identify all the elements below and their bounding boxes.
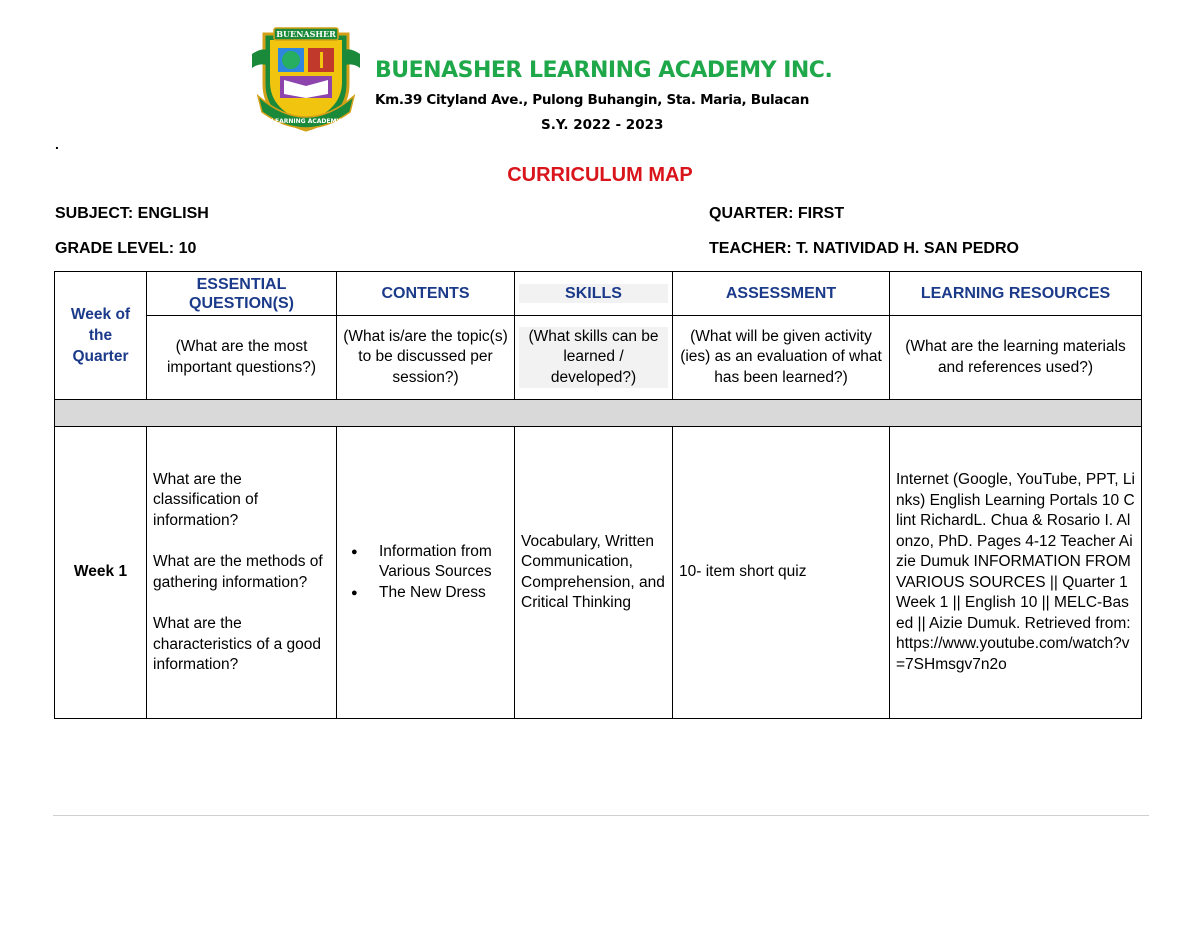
subject-label: SUBJECT: ENGLISH (55, 205, 209, 222)
learning-resources-desc: (What are the learning materials and references used?) (890, 316, 1142, 400)
assessment-cell: 10- item short quiz (673, 427, 890, 719)
skills-desc (515, 316, 673, 400)
table-row (55, 427, 1142, 719)
skills-desc-text: (What skills can be learned / developed?) (519, 327, 668, 389)
page-title: CURRICULUM MAP (507, 164, 693, 186)
stray-bullet: . (55, 136, 59, 152)
week-header: Week of the Quarter (55, 272, 147, 400)
table-description-row (55, 316, 1142, 400)
contents-cell (337, 427, 515, 719)
logo-text-top: BUENASHER (276, 29, 336, 39)
question-item: What are the characteristics of a good information? (153, 615, 322, 673)
logo-text-bottom: LEARNING ACADEMY (271, 118, 341, 125)
table-header-row (55, 272, 1142, 316)
school-logo (250, 26, 362, 134)
separator-cell (55, 400, 1142, 427)
essential-questions-header: ESSENTIAL QUESTION(S) (147, 272, 337, 316)
question-item: What are the classification of information? (153, 470, 259, 529)
school-year: S.Y. 2022 - 2023 (541, 117, 664, 133)
skills-header-label: SKILLS (519, 284, 668, 303)
school-name: BUENASHER LEARNING ACADEMY INC. (375, 58, 833, 83)
assessment-header: ASSESSMENT (673, 272, 890, 316)
content-item: ● Information from Various Sources (373, 542, 508, 583)
skills-header (515, 272, 673, 316)
page-divider (53, 815, 1149, 816)
essential-questions-desc: (What are the most important questions?) (147, 316, 337, 400)
week-cell: Week 1 (55, 427, 147, 719)
separator-row (55, 400, 1142, 427)
learning-resources-header: LEARNING RESOURCES (890, 272, 1142, 316)
quarter-label: QUARTER: FIRST (709, 205, 845, 222)
skills-cell: Vocabulary, Written Communication, Comprehension, and Critical Thinking (515, 427, 673, 719)
teacher-label: TEACHER: T. NATIVIDAD H. SAN PEDRO (709, 240, 1019, 257)
contents-desc: (What is/are the topic(s) to be discussed per session?) (337, 316, 515, 400)
question-item: What are the methods of gathering information? (153, 553, 323, 591)
questions-cell (147, 427, 337, 719)
grade-level-label: GRADE LEVEL: 10 (55, 240, 197, 257)
contents-header: CONTENTS (337, 272, 515, 316)
curriculum-table (54, 271, 1142, 719)
school-address: Km.39 Cityland Ave., Pulong Buhangin, Sta. Maria, Bulacan (375, 92, 810, 108)
resources-cell: Internet (Google, YouTube, PPT, Links) English Learning Portals 10 Clint RichardL. Chua & Rosario I. Alonzo, PhD. Pages 4-12 Teacher Aizie Dumuk INFORMATION FROM VARIOUS SOURCES || Quarter 1 Week 1 || English 10 || MELC-Based || Aizie Dumuk. Retrieved from: https://www.youtube.com/watch?v=7SHmsgv7n2o (890, 427, 1142, 719)
assessment-desc: (What will be given activity (ies) as an evaluation of what has been learned?) (673, 316, 890, 400)
content-item: ● The New Dress (373, 583, 508, 604)
